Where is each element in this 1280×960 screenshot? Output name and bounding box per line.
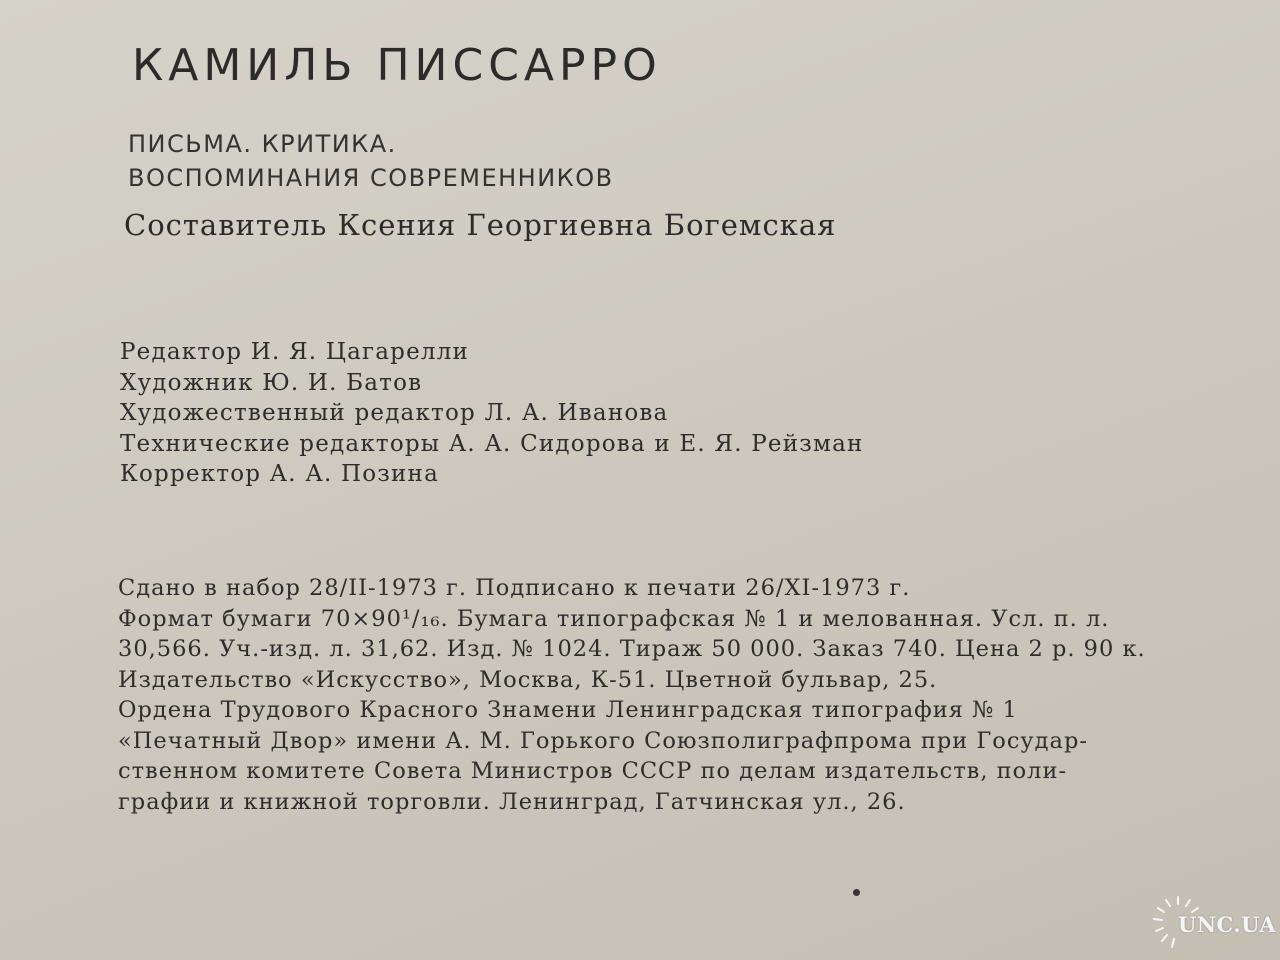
subtitle-line-2: ВОСПОМИНАНИЯ СОВРЕМЕННИКОВ bbox=[128, 164, 614, 192]
imprint-line: «Печатный Двор» имени А. М. Горького Союзполиграфпрома при Государ- bbox=[118, 727, 1088, 754]
book-title: КАМИЛЬ ПИССАРРО bbox=[132, 40, 662, 91]
credits-block bbox=[120, 337, 864, 490]
book-subtitle bbox=[128, 127, 614, 195]
imprint-line: Формат бумаги 70×90¹/₁₆. Бумага типографская № 1 и мелованная. Усл. п. л. bbox=[118, 605, 1110, 632]
credit-art-editor: Художественный редактор Л. А. Иванова bbox=[120, 400, 669, 426]
credit-artist: Художник Ю. И. Батов bbox=[120, 369, 423, 396]
credit-proofreader: Корректор А. А. Позина bbox=[120, 461, 439, 487]
subtitle-line-1: ПИСЬМА. КРИТИКА. bbox=[128, 130, 397, 158]
watermark-text: UNC.UA bbox=[1178, 912, 1277, 937]
imprint-line: 30,566. Уч.-изд. л. 31,62. Изд. № 1024. Тираж 50 000. Заказ 740. Цена 2 р. 90 к. bbox=[118, 636, 1146, 662]
imprint-block bbox=[118, 573, 1178, 817]
imprint-line: графии и книжной торговли. Ленинград, Гатчинская ул., 26. bbox=[118, 788, 906, 815]
credit-technical-editors: Технические редакторы А. А. Сидорова и Е. Я. Рейзман bbox=[120, 430, 864, 457]
watermark bbox=[1148, 896, 1277, 952]
printer-dot-mark bbox=[853, 889, 860, 896]
imprint-line: Издательство «Искусство», Москва, К-51. Цветной бульвар, 25. bbox=[118, 666, 938, 693]
compiler-line: Составитель Ксения Георгиевна Богемская bbox=[124, 208, 837, 242]
imprint-line: Ордена Трудового Красного Знамени Ленинградская типография № 1 bbox=[118, 697, 1018, 723]
imprint-line: Сдано в набор 28/II-1973 г. Подписано к печати 26/XI-1973 г. bbox=[118, 575, 911, 601]
credit-editor: Редактор И. Я. Цагарелли bbox=[120, 339, 470, 365]
imprint-line: ственном комитете Совета Министров СССР по делам издательств, поли- bbox=[118, 758, 1068, 784]
